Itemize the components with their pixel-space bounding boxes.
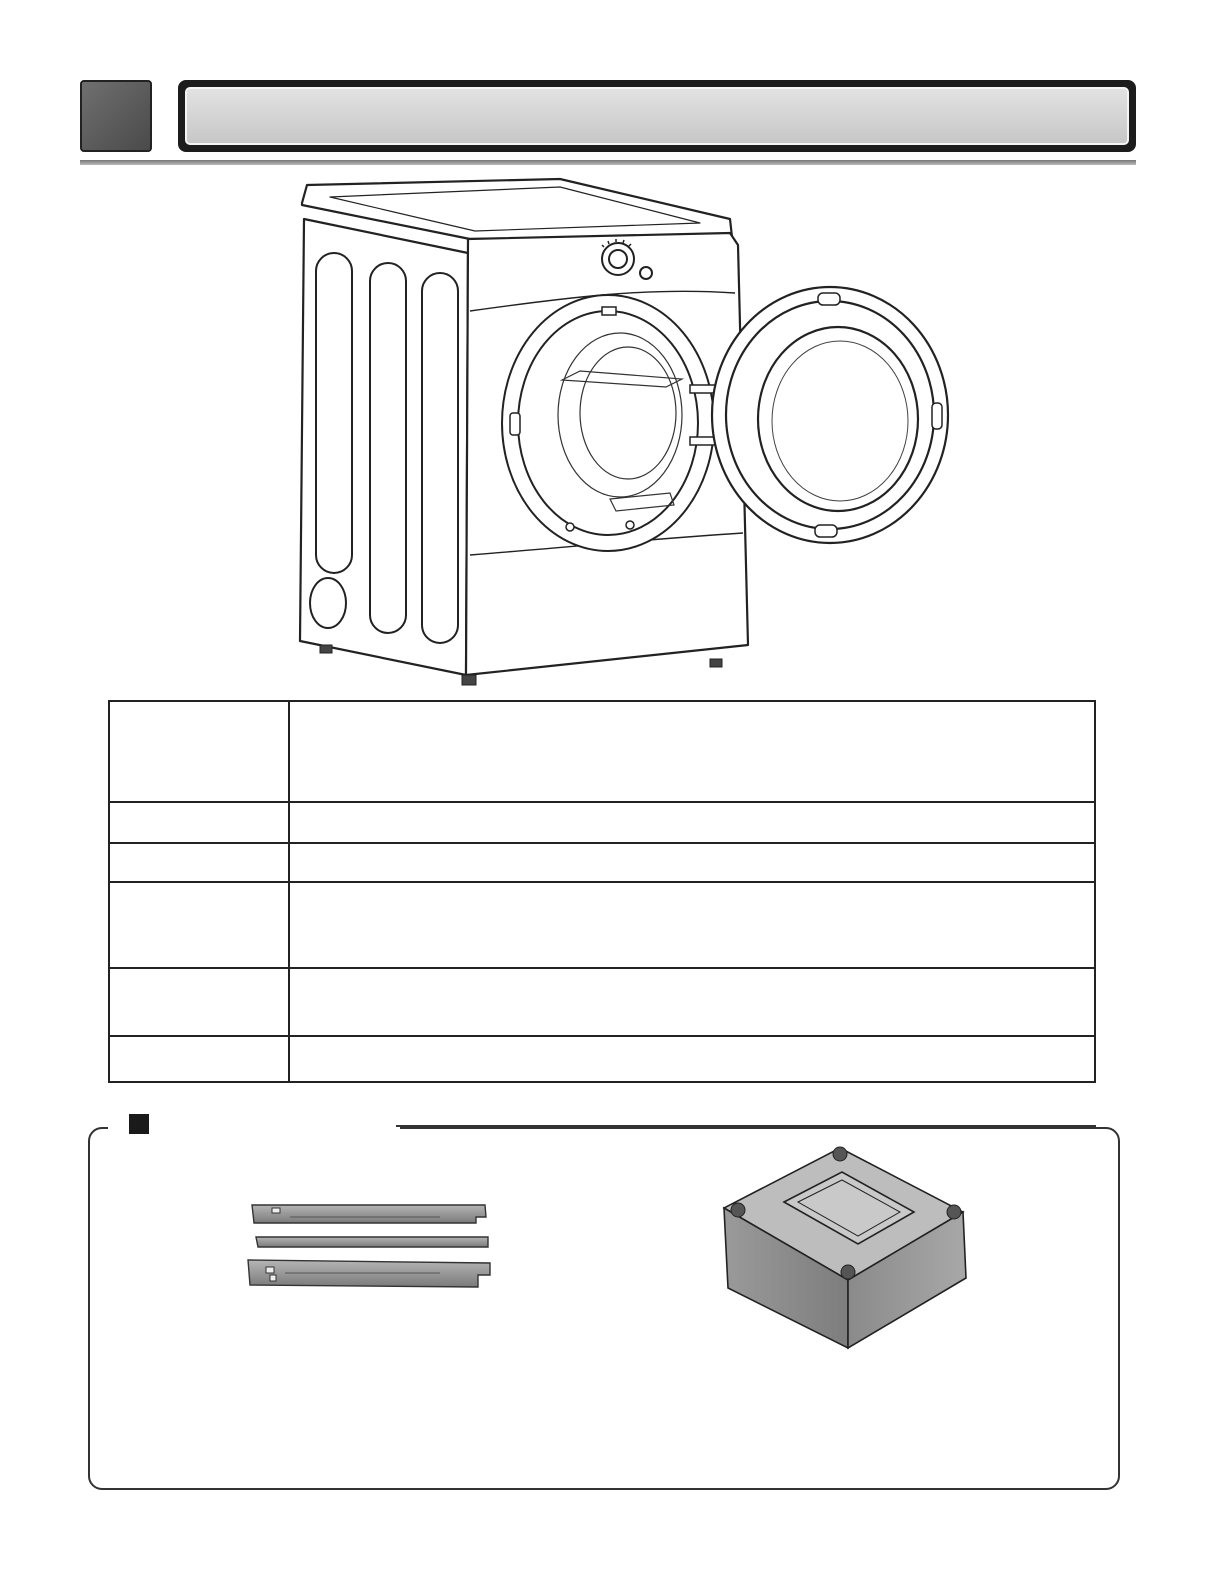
header-divider xyxy=(80,160,1136,165)
spec-value xyxy=(289,968,1095,1036)
table-row xyxy=(109,843,1095,882)
stacking-kit-illustration xyxy=(240,1195,500,1295)
specification-table xyxy=(108,700,1096,1083)
table-row xyxy=(109,1036,1095,1082)
spec-value xyxy=(289,802,1095,843)
spec-value xyxy=(289,1036,1095,1082)
spec-label xyxy=(109,843,289,882)
table-row xyxy=(109,802,1095,843)
section-number-box xyxy=(80,80,152,152)
spec-label xyxy=(109,1036,289,1082)
dryer-door-open-illustration xyxy=(290,175,960,690)
bullet-square-icon xyxy=(129,1114,149,1134)
spec-label xyxy=(109,802,289,843)
section-title-bar xyxy=(178,80,1136,152)
spec-label xyxy=(109,968,289,1036)
table-row xyxy=(109,968,1095,1036)
spec-label xyxy=(109,882,289,968)
pedestal-illustration xyxy=(718,1138,973,1353)
spec-label xyxy=(109,701,289,802)
spec-value xyxy=(289,843,1095,882)
spec-value xyxy=(289,701,1095,802)
spec-value xyxy=(289,882,1095,968)
table-row xyxy=(109,882,1095,968)
accessories-title-rule xyxy=(396,1125,1096,1127)
table-row xyxy=(109,701,1095,802)
section-title xyxy=(185,87,1129,145)
